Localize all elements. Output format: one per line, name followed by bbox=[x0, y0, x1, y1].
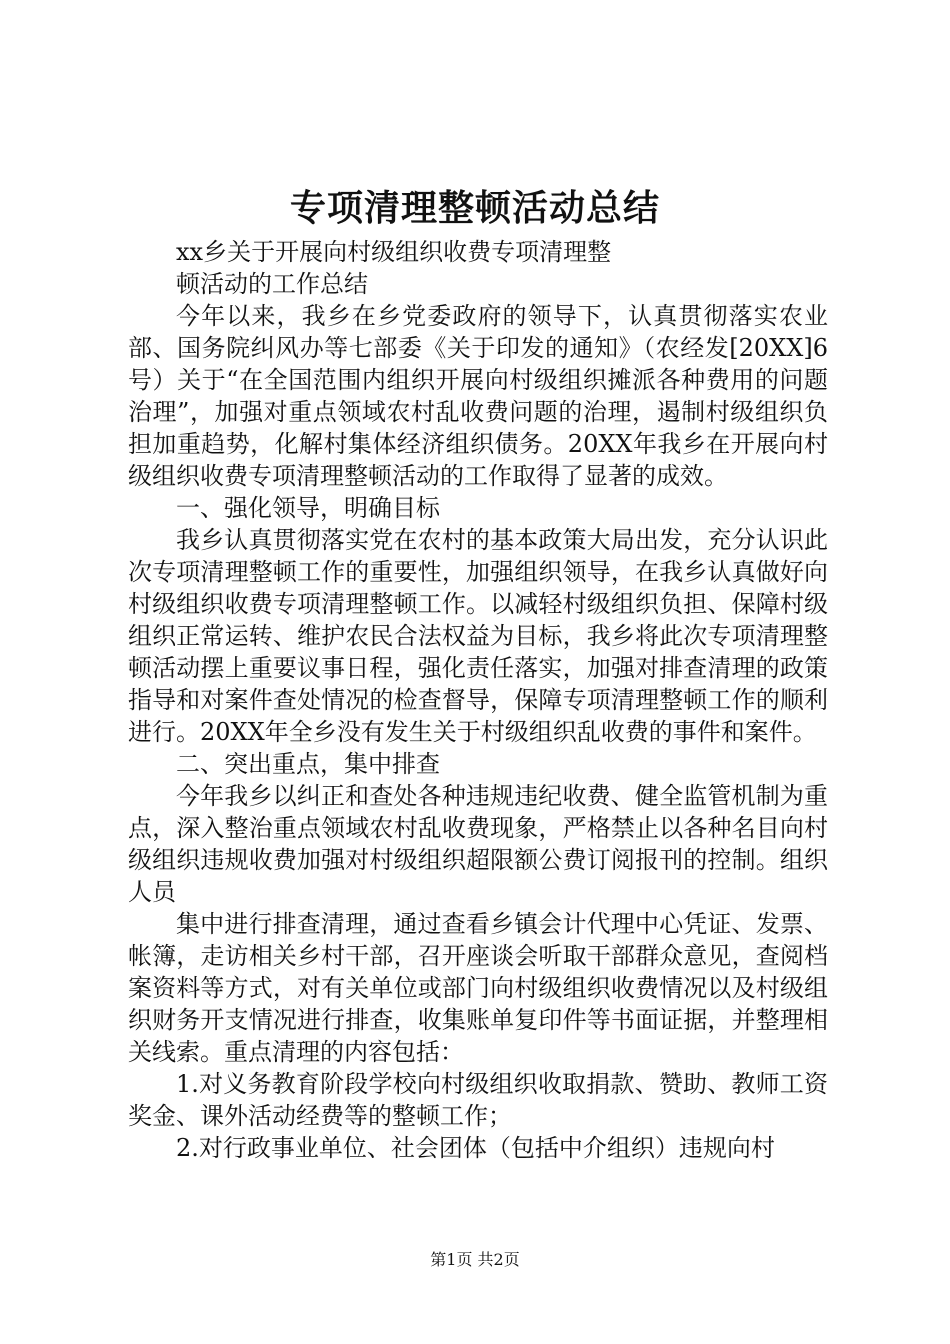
page-footer: 第1页 共2页 bbox=[430, 1250, 520, 1269]
paragraph-section-1: 我乡认真贯彻落实党在农村的基本政策大局出发，充分认识此次专项清理整顿工作的重要性，加强组织领导，在我乡认真做好向村级组织收费专项清理整顿工作。以减轻村级组织负担、保障村级组织正常运转、维护农民合法权益为目标，我乡将此次专项清理整顿活动摆上重要议事日程，强化责任落实，加强对排查清理的政策指导和对案件查处情况的检查督导，保障专项清理整顿工作的顺利进行。20XX年全乡没有发生关于村级组织乱收费的事件和案件。 bbox=[128, 526, 828, 746]
section-heading-1: 一、强化领导，明确目标 bbox=[176, 494, 440, 522]
paragraph-intro: 今年以来，我乡在乡党委政府的领导下，认真贯彻落实农业部、国务院纠风办等七部委《关于印发的通知》（农经发[20XX]6号）关于“在全国范围内组织开展向村级组织摊派各种费用的问题治理”，加强对重点领域农村乱收费问题的治理，遏制村级组织负担加重趋势，化解村集体经济组织债务。20XX年我乡在开展向村级组织收费专项清理整顿活动的工作取得了显著的成效。 bbox=[128, 302, 828, 490]
paragraph-subtitle-line-2: 顿活动的工作总结 bbox=[176, 270, 368, 298]
paragraph-section-2a: 今年我乡以纠正和查处各种违规违纪收费、健全监管机制为重点，深入整治重点领域农村乱收费现象，严格禁止以各种名目向村级组织违规收费加强对村级组织超限额公费订阅报刊的控制。组织人员 bbox=[128, 782, 828, 906]
section-heading-2: 二、突出重点，集中排查 bbox=[176, 750, 440, 778]
document-body bbox=[128, 236, 828, 1164]
paragraph-subtitle-line-1: xx乡关于开展向村级组织收费专项清理整 bbox=[176, 238, 612, 266]
list-item-1: 1.对义务教育阶段学校向村级组织收取捐款、赞助、教师工资奖金、课外活动经费等的整顿工作； bbox=[128, 1070, 828, 1130]
document-title: 专项清理整顿活动总结 bbox=[289, 187, 660, 229]
paragraph-section-2b: 集中进行排查清理，通过查看乡镇会计代理中心凭证、发票、帐簿，走访相关乡村干部，召开座谈会听取干部群众意见，查阅档案资料等方式，对有关单位或部门向村级组织收费情况以及村级组织财务开支情况进行排查，收集账单复印件等书面证据，并整理相关线索。重点清理的内容包括： bbox=[128, 910, 828, 1066]
list-item-2: 2.对行政事业单位、社会团体（包括中介组织）违规向村 bbox=[176, 1134, 775, 1162]
